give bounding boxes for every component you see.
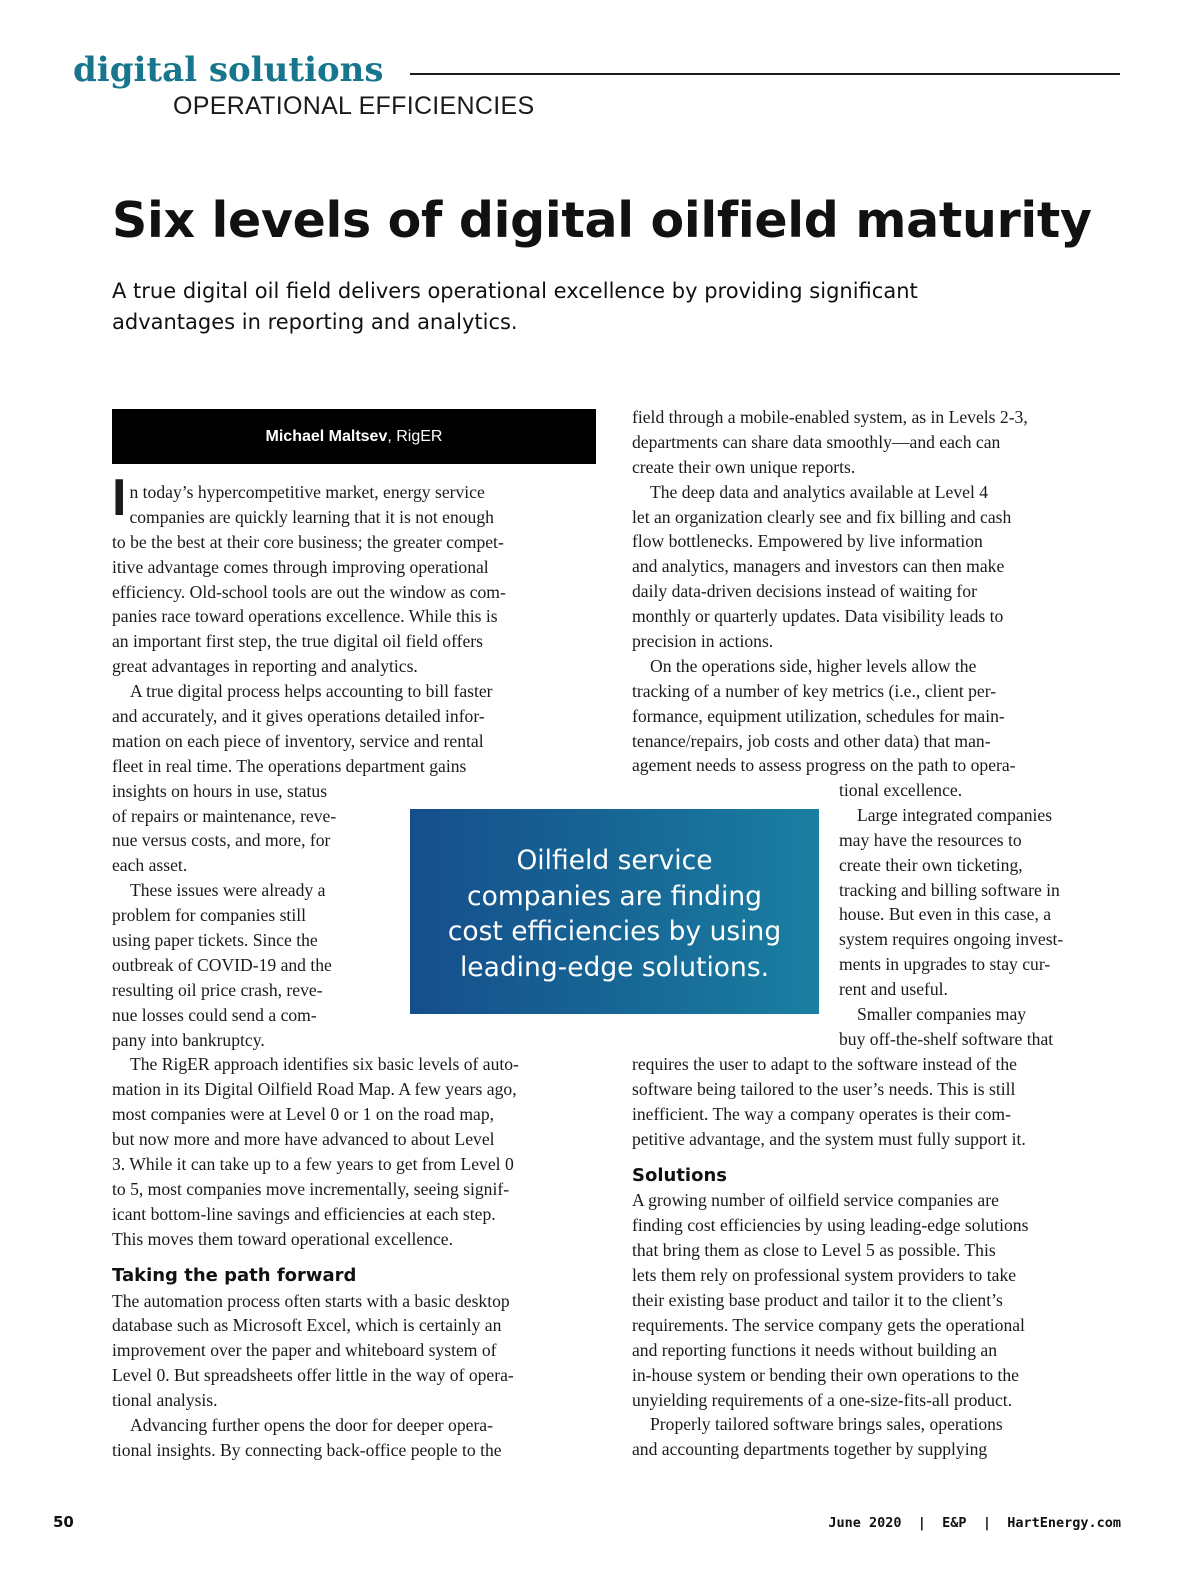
body-line: field through a mobile-enabled system, as in Levels 2-3, (632, 407, 1028, 427)
body-line: an important first step, the true digital oil field offers (112, 631, 484, 652)
body-line: buy off-the-shelf software that (839, 1028, 1054, 1049)
body-line: nue versus costs, and more, for (112, 830, 331, 851)
body-line: A growing number of oilfield service companies are (632, 1190, 999, 1211)
body-line: improvement over the paper and whiteboard system of (112, 1340, 497, 1361)
body-line: using paper tickets. Since the (112, 930, 318, 951)
body-line: mation on each piece of inventory, service and rental (112, 730, 484, 751)
right-body-b (632, 1052, 1028, 1152)
body-line: petitive advantage, and the system must fully support it. (632, 1128, 1026, 1149)
body-line: create their own ticketing, (839, 854, 1023, 875)
pull-quote-line: cost efficiencies by using (447, 916, 782, 947)
body-line: icant bottom-line savings and efficiencies at each step. (112, 1203, 496, 1224)
body-line: their existing base product and tailor it to the client’s (632, 1290, 1003, 1311)
body-line: of repairs or maintenance, reve- (112, 805, 337, 826)
body-line: agement needs to assess progress on the path to opera- (632, 755, 1016, 776)
section-heading-path-forward: Taking the path forward (112, 1264, 357, 1286)
body-line: each asset. (112, 855, 188, 876)
pull-quote-line: leading-edge solutions. (459, 951, 770, 983)
pull-quote (410, 809, 819, 1014)
author-name: Michael Maltsev (265, 428, 388, 445)
body-line: finding cost efficiencies by using leading-edge solutions (632, 1215, 1029, 1236)
right-column-narrow (839, 778, 1063, 1052)
body-line: On the operations side, higher levels allow the (650, 655, 977, 676)
spacer (112, 1252, 519, 1264)
body-line: 3. While it can take up to a few years to get from Level 0 (112, 1154, 514, 1175)
body-line: great advantages in reporting and analytics. (112, 656, 418, 677)
article-headline: Six levels of digital oilfield maturity (112, 192, 1092, 249)
body-line: requires the user to adapt to the software instead of the (632, 1054, 1017, 1074)
body-line: flow bottlenecks. Empowered by live information (632, 531, 983, 552)
body-line: Properly tailored software brings sales, operations (650, 1414, 1003, 1435)
body-line: The deep data and analytics available at Level 4 (650, 481, 989, 502)
right-body-c (632, 1188, 1028, 1462)
section-subtitle: OPERATIONAL EFFICIENCIES (173, 92, 535, 120)
body-line: Large integrated companies (857, 804, 1053, 825)
byline-bar (112, 409, 596, 464)
body-line: tional analysis. (112, 1390, 218, 1411)
right-body-a (632, 405, 1028, 778)
body-line: let an organization clearly see and fix billing and cash (632, 506, 1012, 527)
body-line: but now more and more have advanced to about Level (112, 1129, 495, 1150)
body-line: pany into bankruptcy. (112, 1029, 265, 1050)
section-title: digital solutions (73, 50, 384, 90)
right-column-bottom (632, 1052, 1028, 1462)
dropcap-paragraph-start (112, 469, 519, 530)
body-line: problem for companies still (112, 905, 306, 926)
body-line: A true digital process helps accounting to bill faster (130, 681, 493, 702)
deck-line: A true digital oil field delivers operational excellence by providing significant (112, 279, 918, 303)
pull-quote-line: Oilfield service (516, 845, 713, 876)
body-line: precision in actions. (632, 631, 774, 652)
body-line: tracking of a number of key metrics (i.e., client per- (632, 680, 997, 701)
body-line: daily data-driven decisions instead of waiting for (632, 581, 977, 602)
body-line: departments can share data smoothly—and each can (632, 431, 1001, 452)
body-line: tional excellence. (839, 780, 963, 800)
spacer (632, 1152, 1028, 1164)
body-line: most companies were at Level 0 or 1 on the road map, (112, 1104, 495, 1125)
body-line: and accurately, and it gives operations detailed infor- (112, 706, 485, 727)
section-rule (410, 73, 1120, 75)
body-line: may have the resources to (839, 829, 1022, 850)
left-body-b (112, 1289, 519, 1463)
body-line: mation in its Digital Oilfield Road Map. A few years ago, (112, 1079, 517, 1100)
body-line: tracking and billing software in (839, 879, 1060, 900)
body-line: that bring them as close to Level 5 as possible. This (632, 1240, 996, 1261)
body-line: nue losses could send a com- (112, 1004, 317, 1025)
body-line: inefficient. The way a company operates is their com- (632, 1103, 1011, 1124)
body-line: formance, equipment utilization, schedules for main- (632, 705, 1005, 726)
body-line: tional insights. By connecting back-office people to the (112, 1439, 502, 1460)
issue-footer: June 2020 | E&P | HartEnergy.com (828, 1515, 1121, 1531)
right-body-narrow (839, 778, 1063, 1052)
body-line: efficiency. Old-school tools are out the window as com- (112, 581, 506, 602)
page-number: 50 (53, 1513, 74, 1531)
body-line: create their own unique reports. (632, 456, 856, 477)
body-line: Advancing further opens the door for deeper opera- (130, 1414, 493, 1435)
body-line: fleet in real time. The operations department gains (112, 755, 467, 776)
body-line: requirements. The service company gets the operational (632, 1314, 1025, 1335)
body-line: in-house system or bending their own operations to the (632, 1364, 1019, 1385)
drop-cap: I (112, 469, 127, 527)
body-line: rent and useful. (839, 979, 948, 1000)
body-line: unyielding requirements of a one-size-fits-all product. (632, 1389, 1013, 1410)
body-line: Level 0. But spreadsheets offer little in the way of opera- (112, 1365, 514, 1386)
body-line: itive advantage comes through improving operational (112, 556, 489, 577)
body-line: ments in upgrades to stay cur- (839, 954, 1051, 975)
body-line: These issues were already a (130, 880, 326, 901)
body-line: software being tailored to the user’s needs. This is still (632, 1078, 1016, 1099)
body-line: to be the best at their core business; the greater compet- (112, 531, 504, 552)
body-line: This moves them toward operational excellence. (112, 1228, 453, 1249)
body-line: The automation process often starts with a basic desktop (112, 1290, 510, 1311)
author-org: , RigER (387, 428, 443, 445)
body-line: house. But even in this case, a (839, 904, 1052, 925)
pull-quote-line: companies are finding (467, 880, 762, 912)
body-line: monthly or quarterly updates. Data visibility leads to (632, 606, 1004, 627)
body-line: panies race toward operations excellence. While this is (112, 606, 498, 627)
body-line: and reporting functions it needs without building an (632, 1339, 998, 1360)
article-deck (112, 276, 1012, 338)
body-line: insights on hours in use, status (112, 780, 328, 801)
deck-line: advantages in reporting and analytics. (112, 310, 518, 334)
section-heading-solutions: Solutions (632, 1164, 727, 1186)
body-line: and accounting departments together by supplying (632, 1439, 988, 1460)
body-line: outbreak of COVID-19 and the (112, 954, 332, 975)
body-line: system requires ongoing invest- (839, 929, 1064, 950)
body-line: lets them rely on professional system providers to take (632, 1265, 1017, 1286)
body-line: Smaller companies may (857, 1004, 1027, 1025)
body-line: companies are quickly learning that it is not enough (129, 506, 494, 527)
body-line: n today’s hypercompetitive market, energy service (129, 482, 485, 502)
body-line: tenance/repairs, job costs and other data) that man- (632, 730, 991, 751)
body-line: to 5, most companies move incrementally, seeing signif- (112, 1178, 510, 1199)
right-column-top (632, 405, 1028, 778)
body-line: The RigER approach identifies six basic levels of auto- (130, 1054, 519, 1075)
body-line: and analytics, managers and investors can then make (632, 556, 1005, 577)
body-line: database such as Microsoft Excel, which is certainly an (112, 1315, 502, 1336)
body-line: resulting oil price crash, reve- (112, 979, 323, 1000)
